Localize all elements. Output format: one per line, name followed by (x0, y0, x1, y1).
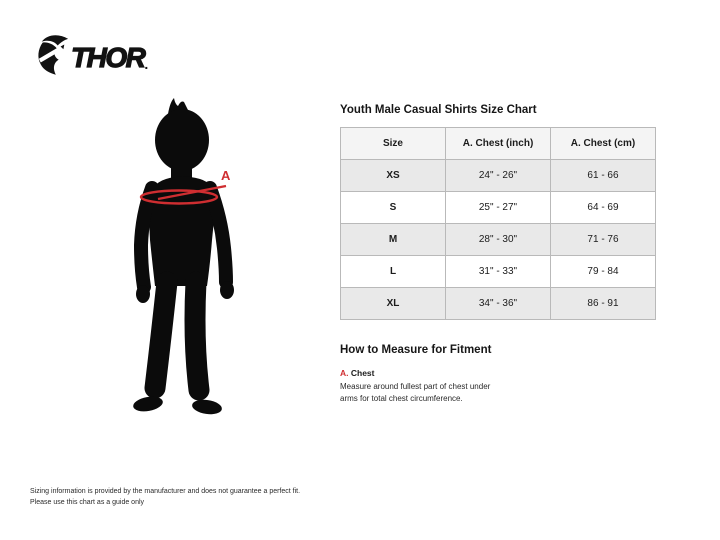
size-value: S (341, 192, 446, 224)
size-value: XS (341, 160, 446, 192)
chest-inch-value: 31" - 33" (446, 256, 551, 288)
size-value: XL (341, 288, 446, 320)
measure-item-label-row (340, 368, 656, 378)
column-header-chest-cm: A. Chest (cm) (551, 128, 656, 160)
size-value: L (341, 256, 446, 288)
goat-head-icon (36, 32, 70, 76)
table-row (341, 256, 656, 288)
chest-cm-value: 64 - 69 (551, 192, 656, 224)
size-chart-section (340, 104, 656, 405)
chest-cm-value: 71 - 76 (551, 224, 656, 256)
disclaimer-line-1: Sizing information is provided by the manufacturer and does not guarantee a perfect fit. (30, 488, 301, 495)
chest-inch-value: 25" - 27" (446, 192, 551, 224)
measure-item-chest (340, 368, 656, 405)
disclaimer (30, 487, 300, 509)
size-value: M (341, 224, 446, 256)
table-row (341, 288, 656, 320)
size-chart-table (340, 127, 656, 320)
measurement-point-label: A (221, 168, 231, 183)
chest-inch-value: 34" - 36" (446, 288, 551, 320)
child-silhouette (110, 90, 310, 430)
measure-item-key: A. (340, 368, 349, 378)
chest-cm-value: 61 - 66 (551, 160, 656, 192)
table-header-row (341, 128, 656, 160)
brand-wordmark: THOR (71, 42, 145, 73)
column-header-chest-inch: A. Chest (inch) (446, 128, 551, 160)
brand-logo (36, 30, 148, 76)
brand-trademark-dot: . (144, 56, 149, 72)
table-row (341, 192, 656, 224)
how-to-measure-heading: How to Measure for Fitment (340, 344, 492, 356)
chest-cm-value: 79 - 84 (551, 256, 656, 288)
chest-inch-value: 24" - 26" (446, 160, 551, 192)
disclaimer-line-2: Please use this chart as a guide only (30, 498, 145, 506)
measure-item-label: Chest (350, 368, 375, 378)
measurement-figure (110, 90, 310, 430)
chest-inch-value: 28" - 30" (446, 224, 551, 256)
table-row (341, 224, 656, 256)
column-header-size: Size (341, 128, 446, 160)
size-chart-title: Youth Male Casual Shirts Size Chart (340, 104, 537, 116)
table-row (341, 160, 656, 192)
chest-cm-value: 86 - 91 (551, 288, 656, 320)
measure-item-description: Measure around fullest part of chest under arms for total chest circumference. (340, 382, 491, 403)
